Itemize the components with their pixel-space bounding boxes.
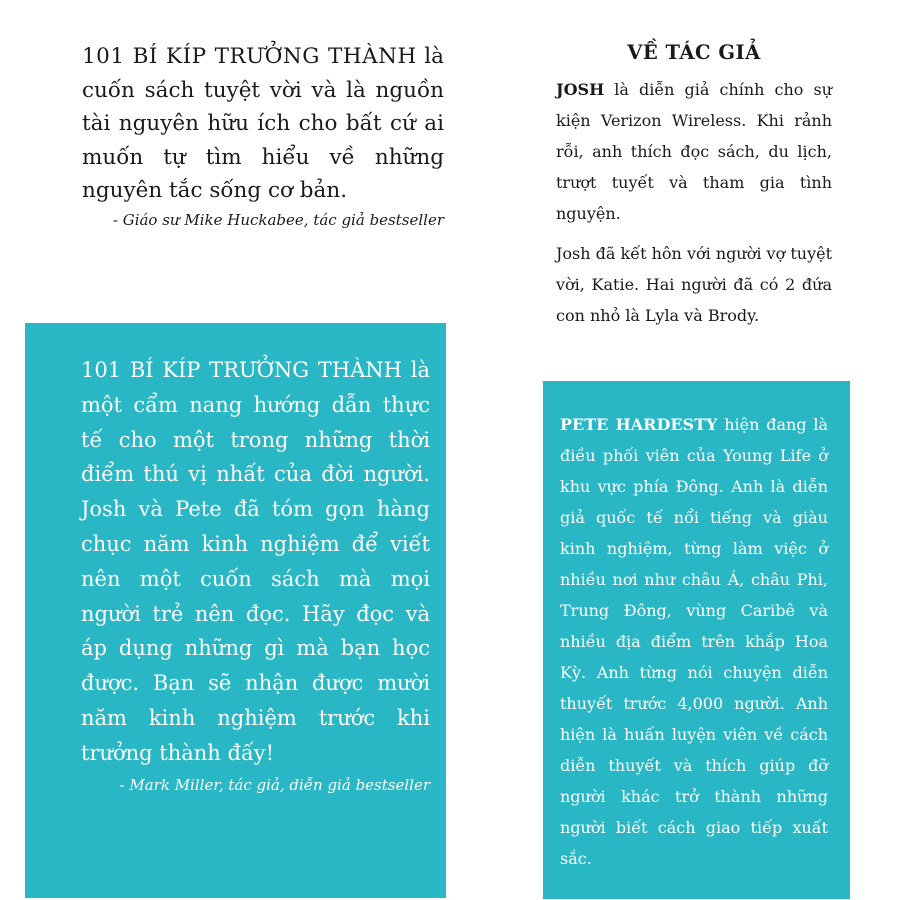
endorsement-quote-huckabee bbox=[82, 40, 444, 233]
quote-body: là cuốn sách tuyệt vời và là nguồn tài nguyên hữu ích cho bất cứ ai muốn tự tìm hiểu về những nguyên tắc sống cơ bản. bbox=[82, 44, 444, 203]
about-authors-section bbox=[556, 38, 832, 340]
josh-family-paragraph: Josh đã kết hôn với người vợ tuyệt vời, Katie. Hai người đã có 2 đứa con nhỏ là Lyla và Brody. bbox=[556, 244, 832, 325]
quote-body: là một cẩm nang hướng dẫn thực tế cho một trong những thời điểm thú vị nhất của đời người. Josh và Pete đã tóm gọn hàng chục năm kinh nghiệm để viết nên một cuốn sách mà mọi người trẻ nên đọc. Hãy đọc và áp dụng những gì mà bạn học được. Bạn sẽ nhận được mười năm kinh nghiệm trước khi trưởng thành đấy! bbox=[81, 358, 430, 765]
author-name-josh: JOSH bbox=[556, 80, 605, 99]
book-title: 101 BÍ KÍP TRƯỞNG THÀNH bbox=[81, 358, 402, 382]
pete-bio-paragraph bbox=[560, 409, 828, 874]
section-heading: VỀ TÁC GIẢ bbox=[627, 41, 761, 64]
quote-text bbox=[82, 40, 444, 208]
josh-bio-paragraph bbox=[556, 74, 832, 229]
josh-bio-text: là diễn giả chính cho sự kiện Verizon Wireless. Khi rảnh rỗi, anh thích đọc sách, du lịch, trượt tuyết và tham gia tình nguyện. bbox=[556, 80, 832, 223]
endorsement-box-miller bbox=[25, 323, 446, 898]
quote-attribution: - Giáo sư Mike Huckabee, tác giả bestseller bbox=[112, 210, 444, 229]
quote-text bbox=[81, 353, 430, 771]
author-name-pete: PETE HARDESTY bbox=[560, 415, 718, 434]
quote-attribution: - Mark Miller, tác giả, diễn giả bestseller bbox=[119, 775, 430, 794]
author-box-pete bbox=[543, 381, 850, 899]
book-title: 101 BÍ KÍP TRƯỞNG THÀNH bbox=[82, 44, 417, 69]
pete-bio-text: hiện đang là điều phối viên của Young Life ở khu vực phía Đông. Anh là diễn giả quốc tế nổi tiếng và giàu kinh nghiệm, từng làm việc ở nhiều nơi như châu Á, châu Phi, Trung Đông, vùng Caribê và nhiều địa điểm trên khắp Hoa Kỳ. Anh từng nói chuyện diễn thuyết trước 4,000 người. Anh hiện là huấn luyện viên về cách diễn thuyết và thích giúp đỡ người khác trở thành những người biết cách giao tiếp xuất sắc. bbox=[560, 415, 828, 868]
